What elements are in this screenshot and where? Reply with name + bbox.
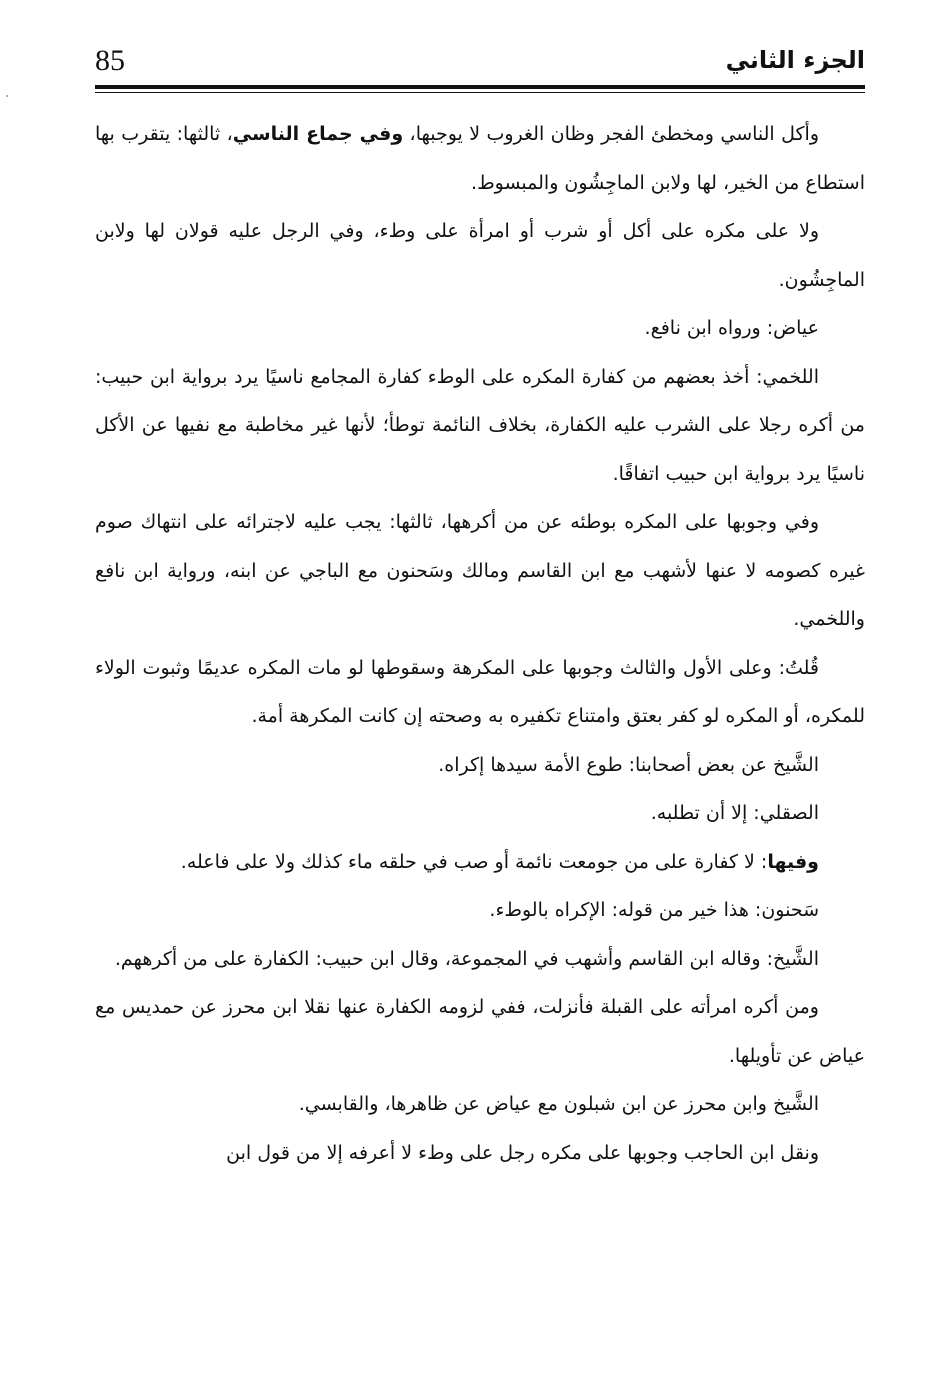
running-title: الجزء الثاني <box>725 46 865 74</box>
paragraph: عياض: ورواه ابن نافع. <box>644 317 819 339</box>
paragraph: ونقل ابن الحاجب وجوبها على مكره رجل على وطء لا أعرفه إلا من قول ابن <box>226 1141 819 1164</box>
paragraph: ولا على مكره على أكل أو شرب أو امرأة على وطء، وفي الرجل عليه قولان لها ولابن الماجِشُون. <box>95 220 865 291</box>
paragraph: الشَّيخ عن بعض أصحابنا: طوع الأمة سيدها إكراه. <box>438 753 819 776</box>
paragraph <box>95 838 865 887</box>
paragraph <box>95 110 865 207</box>
scan-speck <box>6 95 8 97</box>
page-header <box>95 38 865 88</box>
paragraph-text: : لا كفارة على من جومعت نائمة أو صب في حلقه ماء كذلك ولا على فاعله. <box>180 850 768 873</box>
paragraph: سَحنون: هذا خير من قوله: الإكراه بالوطء. <box>489 899 819 921</box>
paragraph: الصقلي: إلا أن تطلبه. <box>650 802 819 824</box>
paragraph: ومن أكره امرأته على القبلة فأنزلت، ففي لزومه الكفارة عنها نقلا ابن محرز عن حمديس مع عياض عن تأويلها. <box>95 996 865 1067</box>
header-rule-thick <box>95 85 865 89</box>
page-number: 85 <box>95 44 125 77</box>
paragraph-bold-text: وفيها <box>767 850 819 873</box>
paragraph: الشَّيخ وابن محرز عن ابن شبلون مع عياض عن ظاهرها، والقابسي. <box>298 1093 819 1115</box>
paragraph: وفي وجوبها على المكره بوطئه عن من أكرهها، ثالثها: يجب عليه لاجترائه على انتهاك صوم غيره كصومه لا عنها لأشهب مع ابن القاسم ومالك وسَحنون مع الباجي عن ابنه، ورواية ابن نافع واللخمي. <box>95 511 865 630</box>
paragraph: قُلتُ: وعلى الأول والثالث وجوبها على المكرهة وسقوطها لو مات المكره عديمًا وثبوت الولاء للمكره، أو المكره لو كفر بعتق وامتناع تكفيره به وصحته إن كانت المكرهة أمة. <box>95 656 865 727</box>
header-rule-thin <box>95 92 865 93</box>
paragraph: اللخمي: أخذ بعضهم من كفارة المكره على الوطء كفارة المجامع ناسيًا يرد برواية ابن حبيب: من أكره رجلا على الشرب عليه الكفارة، بخلاف النائمة توطأ؛ لأنها غير مخاطبة مع نفيها عن الأكل ناسيًا يرد برواية ابن حبيب اتفاقًا. <box>95 365 865 485</box>
paragraph-bold-text: وفي جماع الناسي <box>232 123 404 145</box>
body-text <box>95 110 865 1177</box>
paragraph: الشَّيخ: وقاله ابن القاسم وأشهب في المجموعة، وقال ابن حبيب: الكفارة على من أكرههم. <box>114 947 819 970</box>
paragraph-text: ، ثالثها: يتقرب بها استطاع من الخير، لها ولابن الماجِشُون والمبسوط. <box>95 123 865 194</box>
paragraph-text: وأكل الناسي ومخطئ الفجر وظان الغروب لا يوجبها، <box>403 123 819 145</box>
